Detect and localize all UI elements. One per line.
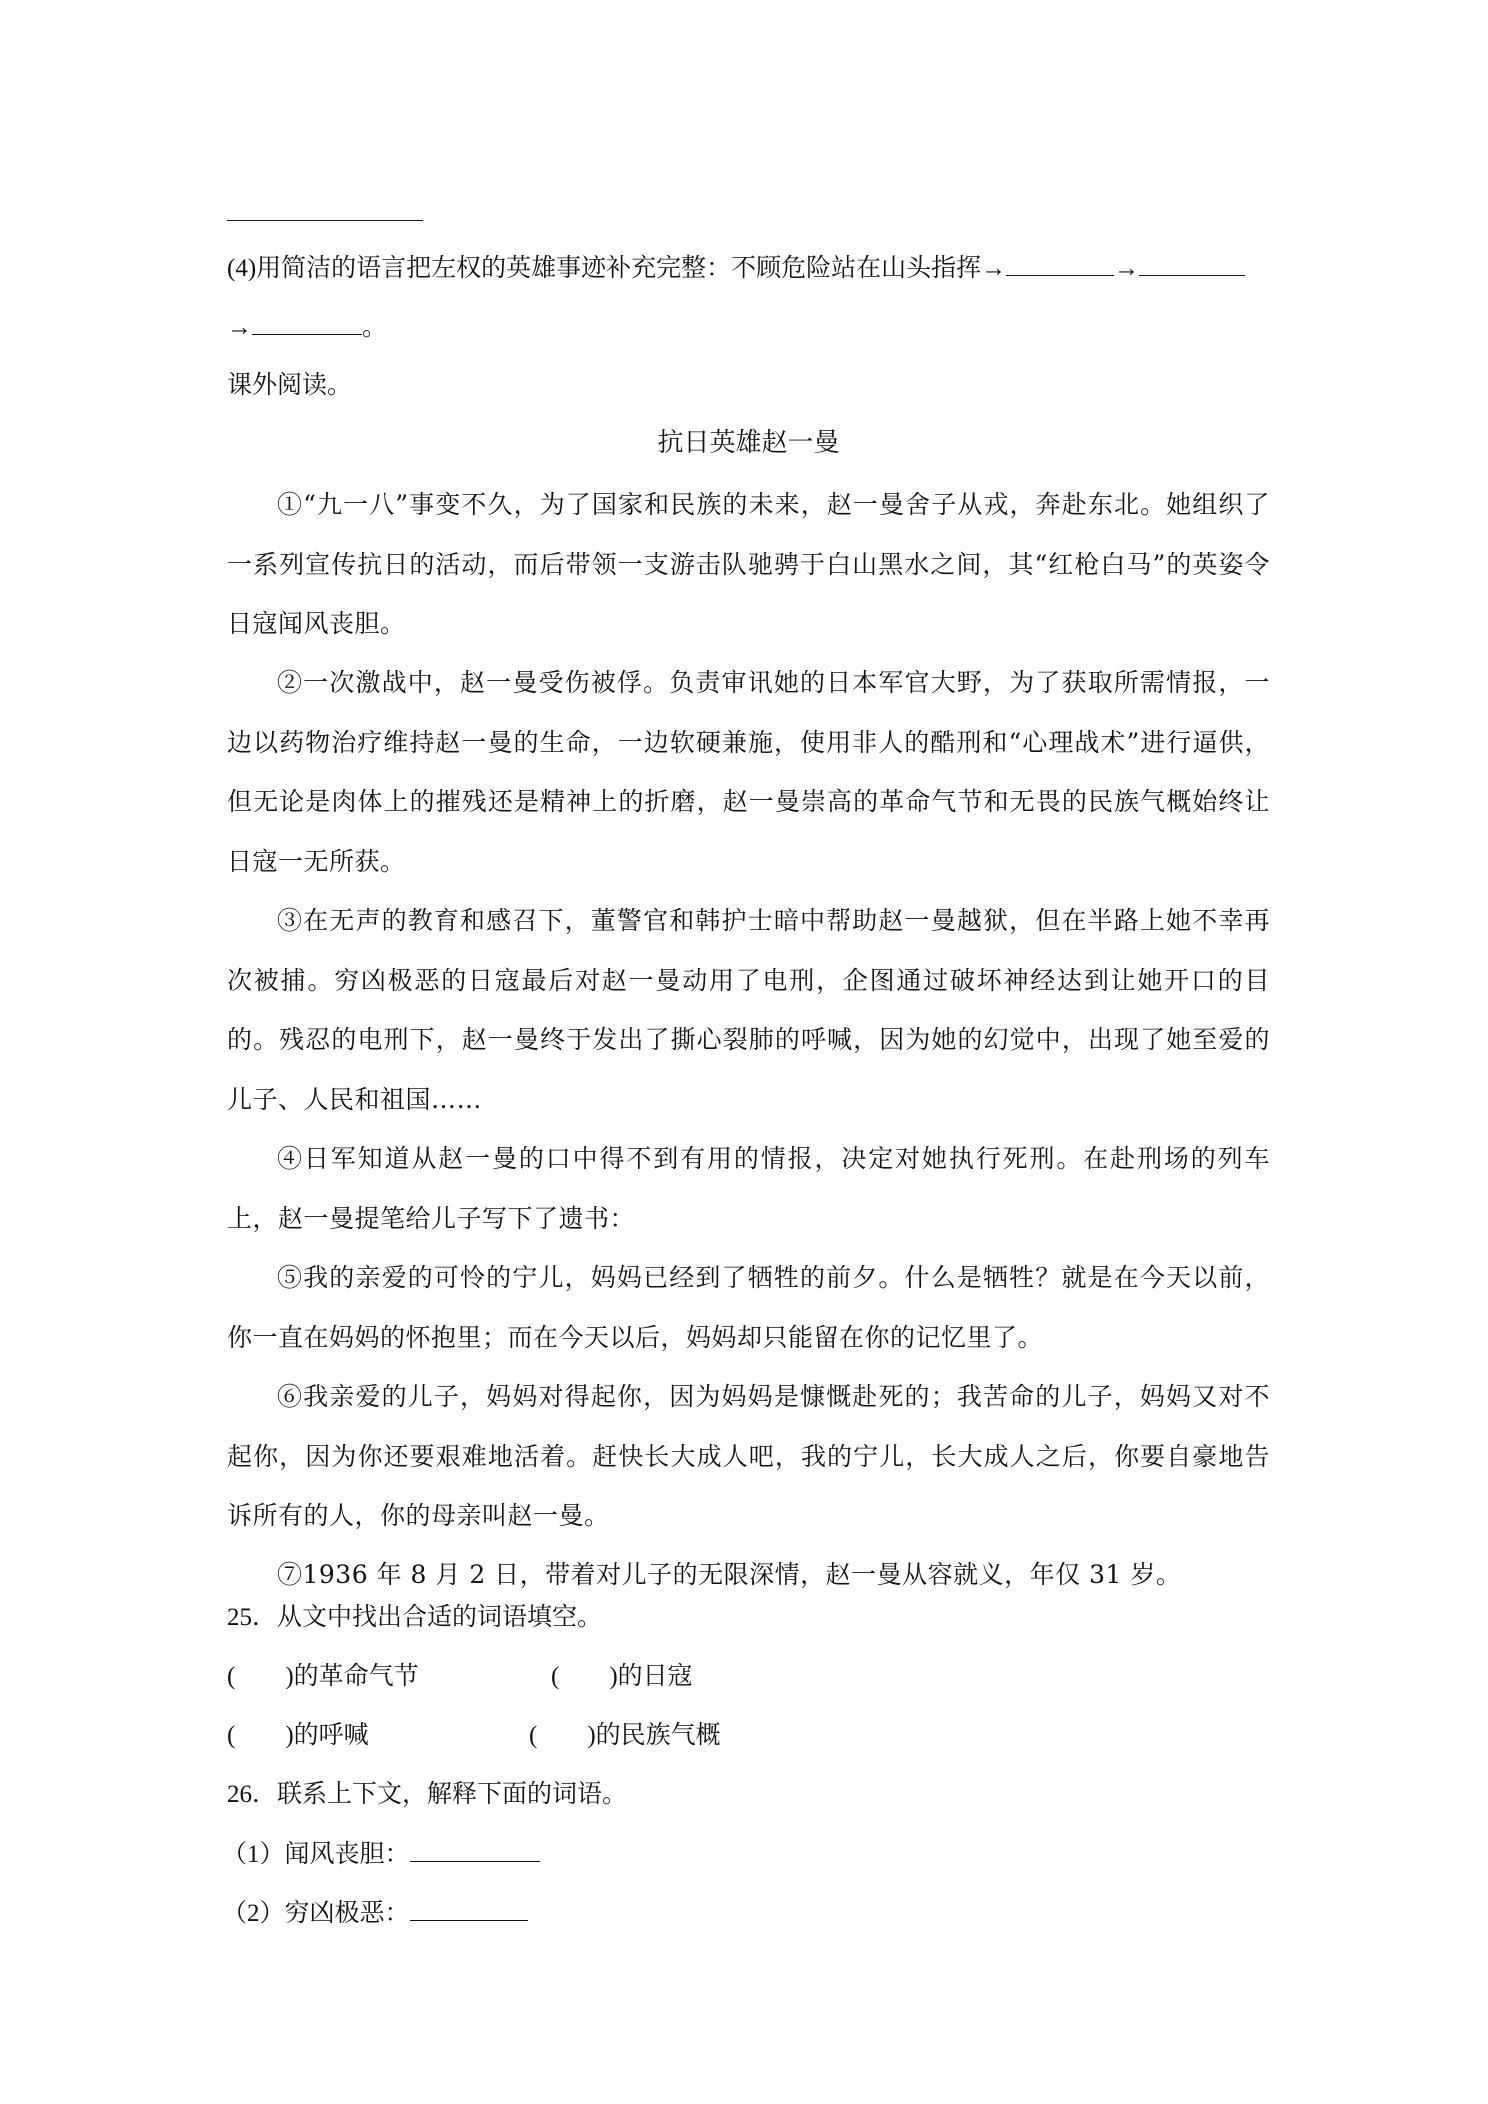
item-label: （2）穷凶极恶：	[222, 1900, 410, 1927]
open-paren: (	[227, 1663, 236, 1690]
article-title: 抗日英雄赵一曼	[657, 428, 840, 458]
question-4-end: 。	[362, 314, 388, 341]
fill-label: )的革命气节	[285, 1663, 419, 1690]
answer-blank[interactable]	[1139, 253, 1245, 276]
arrow: →	[227, 314, 252, 341]
arrow: →	[1114, 255, 1140, 282]
fill-label: )的民族气概	[587, 1722, 721, 1749]
article-paragraph: ④日军知道从赵一曼的口中得不到有用的情报，决定对她执行死刑。在赴刑场的列车上，赵一曼提笔给儿子写下了遗书：	[227, 1144, 1270, 1233]
item-label: （1）闻风丧胆：	[222, 1841, 410, 1868]
answer-blank-line[interactable]	[227, 220, 423, 221]
fill-label: )的日寇	[609, 1663, 693, 1690]
open-paren: (	[227, 1722, 236, 1749]
article-paragraph: ③在无声的教育和感召下，董警官和韩护士暗中帮助赵一曼越狱，但在半路上她不幸再次被捕。穷凶极恶的日寇最后对赵一曼动用了电刑，企图通过破坏神经达到让她开口的目的。残忍的电刑下，赵一曼终于发出了撕心裂肺的呼喊，因为她的幻觉中，出现了她至爱的儿子、人民和祖国……	[227, 906, 1270, 1114]
question-26-item	[222, 1898, 528, 1929]
answer-blank[interactable]	[252, 312, 362, 335]
answer-blank[interactable]	[410, 1839, 540, 1862]
question-26-item	[222, 1839, 540, 1870]
article-paragraph: ⑥我亲爱的儿子，妈妈对得起你，因为妈妈是慷慨赴死的；我苦命的儿子，妈妈又对不起你，因为你还要艰难地活着。赶快长大成人吧，我的宁儿，长大成人之后，你要自豪地告诉所有的人，你的母亲叫赵一曼。	[227, 1382, 1270, 1530]
answer-blank[interactable]	[410, 1898, 528, 1921]
question-25-item	[227, 1662, 419, 1692]
question-25-item	[529, 1721, 721, 1751]
question-25-stem: 25．从文中找出合适的词语填空。	[227, 1604, 603, 1631]
question-4-text: (4)用简洁的语言把左权的英雄事迹补充完整：不顾危险站在山头指挥→	[227, 255, 1007, 282]
question-4-continued	[227, 312, 387, 343]
question-26-stem: 26．联系上下文，解释下面的词语。	[227, 1781, 628, 1808]
article-paragraph: ⑦1936 年 8 月 2 日，带着对儿子的无限深情，赵一曼从容就义，年仅 31 岁。	[277, 1560, 1182, 1589]
open-paren: (	[551, 1663, 560, 1690]
open-paren: (	[529, 1722, 538, 1749]
article-paragraph: ②一次激战中，赵一曼受伤被俘。负责审讯她的日本军官大野，为了获取所需情报，一边以药物治疗维持赵一曼的生命，一边软硬兼施，使用非人的酷刑和“心理战术”进行逼供，但无论是肉体上的摧残还是精神上的折磨，赵一曼崇高的革命气节和无畏的民族气概始终让日寇一无所获。	[227, 668, 1270, 876]
question-25-item	[551, 1662, 693, 1692]
article-paragraph: ①“九一八”事变不久，为了国家和民族的未来，赵一曼舍子从戎，奔赴东北。她组织了一系列宣传抗日的活动，而后带领一支游击队驰骋于白山黑水之间，其“红枪白马”的英姿令日寇闻风丧胆。	[227, 490, 1270, 638]
article-paragraph: ⑤我的亲爱的可怜的宁儿，妈妈已经到了牺牲的前夕。什么是牺牲？就是在今天以前，你一直在妈妈的怀抱里；而在今天以后，妈妈却只能留在你的记忆里了。	[227, 1263, 1270, 1352]
fill-label: )的呼喊	[285, 1722, 369, 1749]
section-label: 课外阅读。	[227, 372, 353, 399]
answer-blank[interactable]	[1006, 253, 1114, 276]
question-25-item	[227, 1721, 369, 1751]
question-4	[227, 253, 1245, 284]
